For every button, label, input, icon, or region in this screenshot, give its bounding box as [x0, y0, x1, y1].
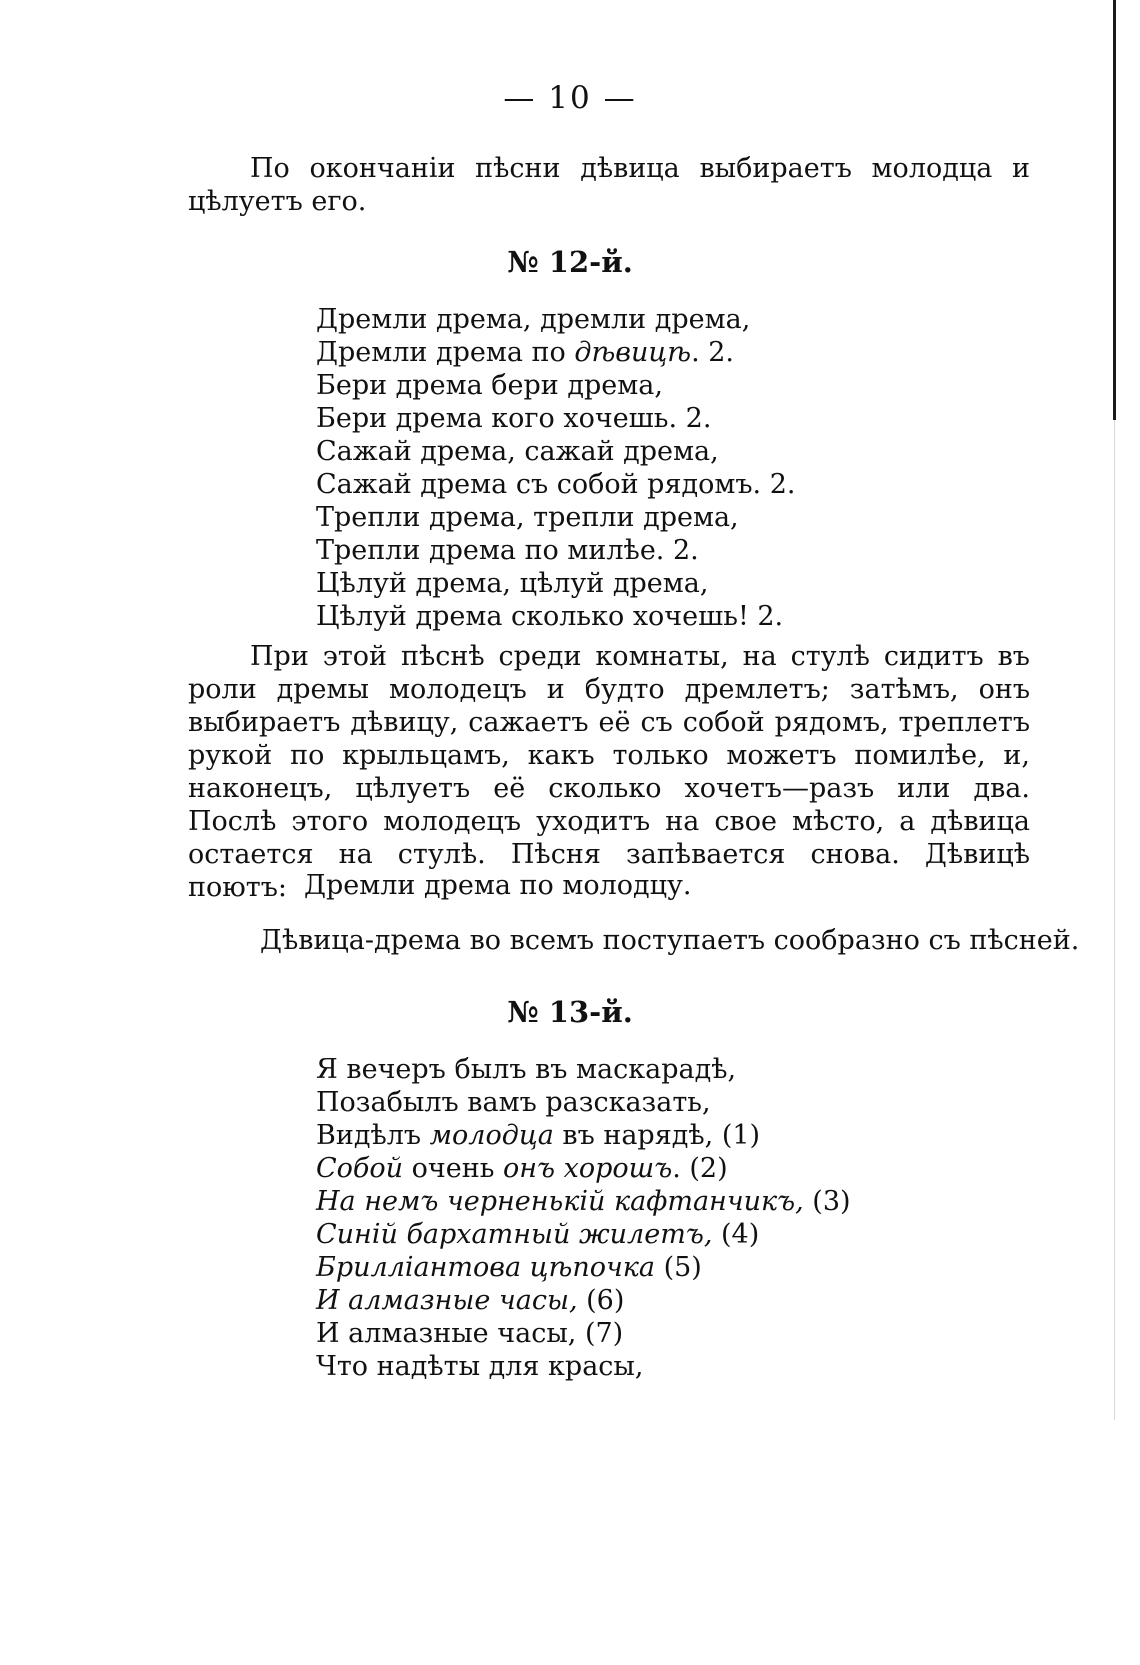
description-paragraph: При этой пѣснѣ среди комнаты, на стулѣ сидитъ въ роли дремы молодецъ и будто дремлетъ; затѣмъ, онъ выбираетъ дѣвицу, сажаетъ её съ собой рядомъ, треплетъ рукой по крыльцамъ, какъ только можетъ помилѣе, и, наконецъ, цѣлуетъ её сколько хочетъ—разъ или два. Послѣ этого молодецъ уходитъ на свое мѣсто, а дѣвица остается на стулѣ. Пѣсня запѣвается снова. Дѣвицѣ поютъ: [188, 641, 1030, 903]
verse-line: Дремли дрема, дремли дрема, [316, 304, 751, 335]
closing-paragraph: Дѣвица-дрема во всемъ поступаетъ сообразно съ пѣсней. [260, 925, 1080, 956]
song-12-verse [316, 303, 796, 633]
verse-line: Дремли дрема по дѣвицѣ. 2. [316, 337, 734, 368]
verse-line: Цѣлуй дрема, цѣлуй дрема, [316, 568, 709, 599]
intro-paragraph: По окончаніи пѣсни дѣвица выбираетъ молодца и цѣлуетъ его. [188, 153, 1030, 217]
verse-line: Сажай дрема съ собой рядомъ. 2. [316, 469, 796, 500]
verse-line: Брилліантова цѣпочка (5) [316, 1252, 702, 1283]
scan-edge-line [1113, 0, 1116, 420]
refrain-line: Дремли дрема по молодцу. [304, 870, 692, 901]
verse-line: Я вечеръ былъ въ маскарадѣ, [316, 1054, 737, 1085]
verse-line: На немъ черненькій кафтанчикъ, (3) [316, 1186, 851, 1217]
song-13-heading: № 13-й. [507, 995, 633, 1029]
verse-line: Собой очень онъ хорошъ. (2) [316, 1153, 728, 1184]
verse-line: Что надѣты для красы, [316, 1351, 644, 1382]
song-12-heading: № 12-й. [507, 245, 633, 279]
verse-line: Цѣлуй дрема сколько хочешь! 2. [316, 601, 784, 632]
verse-line: Видѣлъ молодца въ нарядѣ, (1) [316, 1120, 761, 1151]
verse-line: И алмазные часы, (6) [316, 1285, 625, 1316]
song-13-verse [316, 1053, 851, 1383]
page-number: — 10 — [503, 80, 637, 116]
verse-line: Трепли дрема, трепли дрема, [316, 502, 739, 533]
scan-edge-faint-line [1114, 420, 1115, 1420]
verse-line: Бери дрема бери дрема, [316, 370, 663, 401]
verse-line: Сажай дрема, сажай дрема, [316, 436, 719, 467]
verse-line: Трепли дрема по милѣе. 2. [316, 535, 699, 566]
verse-line: Синій бархатный жилетъ, (4) [316, 1219, 760, 1250]
verse-line: И алмазные часы, (7) [316, 1318, 624, 1349]
verse-line: Позабылъ вамъ разсказать, [316, 1087, 711, 1118]
verse-line: Бери дрема кого хочешь. 2. [316, 403, 712, 434]
